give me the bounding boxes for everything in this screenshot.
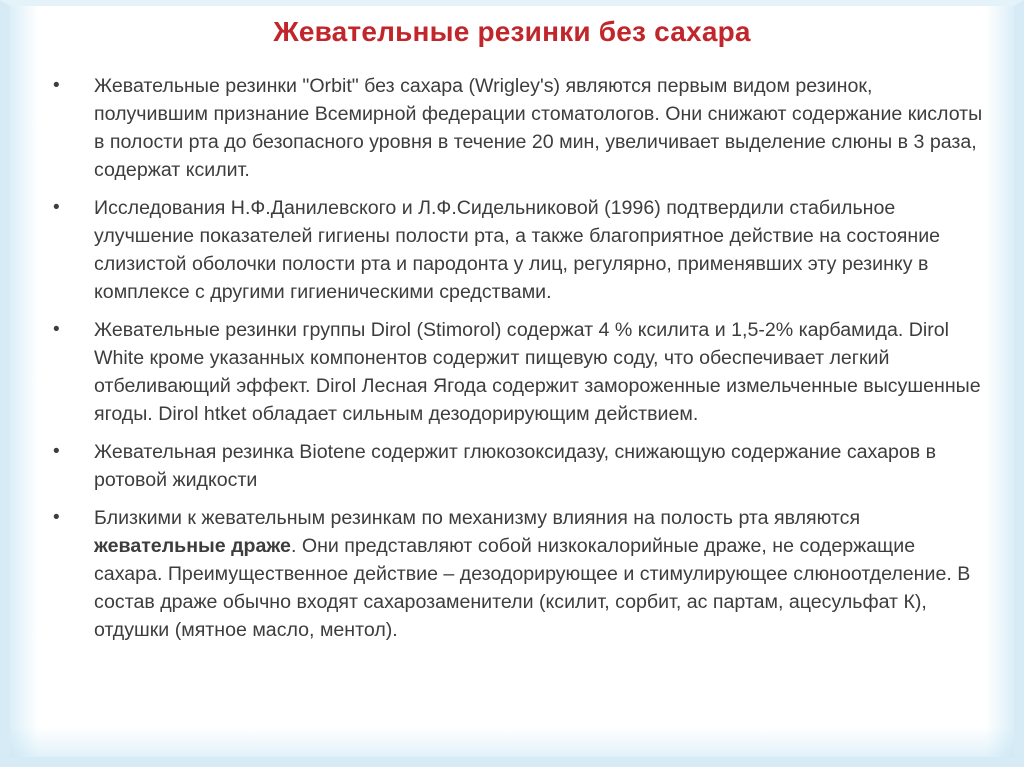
bullet-icon: • [53, 319, 60, 340]
bullet-text-part: . Они представляют собой низкокалорийные драже, не содержащие сахара. Преимущественное действие – дезодорирующее и стимулирующее слюноотделение. В состав драже обычно входят сахарозаменители (ксилит, сорбит, ас партам, ацесульфат К), отдушки (мятное масло, ментол). [94, 535, 971, 641]
bullet-icon: • [53, 507, 60, 528]
bullet-list [52, 72, 987, 654]
bullet-icon: • [53, 75, 60, 96]
bullet-item [52, 438, 987, 494]
bullet-text-part: Близкими к жевательным резинкам по механизму влияния на полость рта являются [94, 507, 861, 529]
bullet-icon: • [53, 441, 60, 462]
bullet-item [52, 72, 987, 184]
bullet-item [52, 194, 987, 306]
bullet-item [52, 316, 987, 428]
bullet-item [52, 504, 987, 644]
bullet-icon: • [53, 197, 60, 218]
bullet-text: Жевательная резинка Biotene содержит глюкозоксидазу, снижающую содержание сахаров в ротовой жидкости [94, 441, 937, 491]
slide-title: Жевательные резинки без сахара [273, 16, 751, 47]
bullet-text-emphasis: жевательные драже [94, 535, 291, 557]
bullet-text: Жевательные резинки группы Dirol (Stimorol) содержат 4 % ксилита и 1,5-2% карбамида. Dirol White кроме указанных компонентов содержит пищевую соду, что обеспечивает легкий отбеливающий эффект. Dirol Лесная Ягода содержит замороженные измельченные высушенные ягоды. Dirol htket обладает сильным дезодорирующим действием. [94, 319, 981, 425]
bullet-text: Жевательные резинки "Orbit" без сахара (Wrigley's) являются первым видом резинок, получившим признание Всемирной федерации стоматологов. Они снижают содержание кислоты в полости рта до безопасного уровня в течение 20 мин, увеличивает выделение слюны в 3 раза, содержат ксилит. [94, 75, 983, 181]
bullet-text: Исследования Н.Ф.Данилевского и Л.Ф.Сидельниковой (1996) подтвердили стабильное улучшение показателей гигиены полости рта, а также благоприятное действие на состояние слизистой оболочки полости рта и пародонта у лиц, регулярно, применявших эту резинку в комплексе с другими гигиеническими средствами. [94, 197, 941, 303]
